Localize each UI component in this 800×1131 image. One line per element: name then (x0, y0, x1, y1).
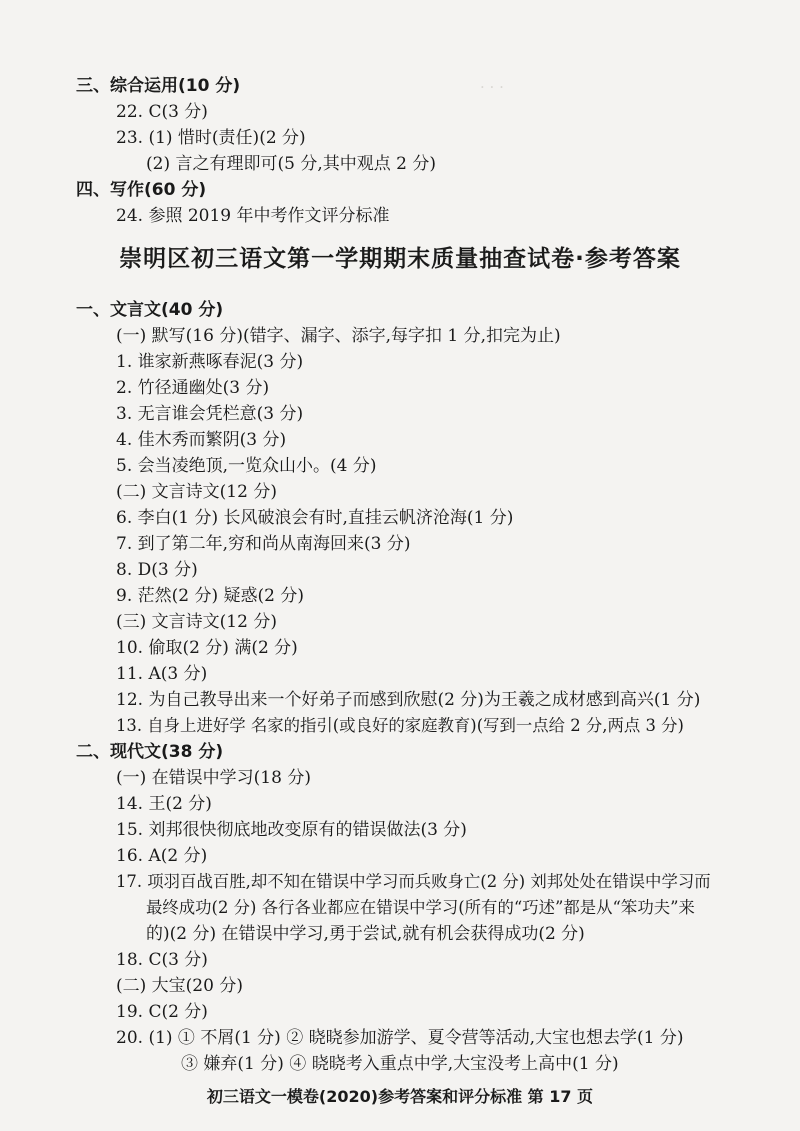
answer-14: 14. 王(2 分) (116, 794, 212, 814)
part-2-heading: (二) 文言诗文(12 分) (116, 482, 277, 502)
answer-17-line-1: 17. 项羽百战百胜,却不知在错误中学习而兵败身亡(2 分) 刘邦处处在错误中学习而 (116, 872, 711, 891)
answer-6: 6. 李白(1 分) 长风破浪会有时,直挂云帆济沧海(1 分) (116, 508, 514, 528)
answer-9: 9. 茫然(2 分) 疑惑(2 分) (116, 586, 304, 606)
part-3-heading: (三) 文言诗文(12 分) (116, 612, 277, 632)
answer-15: 15. 刘邦很快彻底地改变原有的错误做法(3 分) (116, 820, 467, 840)
section-4-heading: 四、写作(60 分) (76, 180, 207, 200)
answer-22: 22. C(3 分) (116, 102, 208, 122)
section-2-heading: 二、现代文(38 分) (76, 742, 224, 762)
answer-23-1: 23. (1) 惜时(责任)(2 分) (116, 128, 306, 148)
answer-11: 11. A(3 分) (116, 664, 208, 684)
answer-2: 2. 竹径通幽处(3 分) (116, 378, 270, 398)
modern-part-1-heading: (一) 在错误中学习(18 分) (116, 768, 311, 788)
answer-20-line-2: ③ 嫌弃(1 分) ④ 晓晓考入重点中学,大宝没考上高中(1 分) (181, 1054, 619, 1074)
answer-5: 5. 会当凌绝顶,一览众山小。(4 分) (116, 456, 377, 476)
section-3-heading: 三、综合运用(10 分) (76, 76, 241, 96)
show-through-text: · · · (480, 78, 504, 96)
part-1-heading: (一) 默写(16 分)(错字、漏字、添字,每字扣 1 分,扣完为止) (116, 326, 561, 346)
answer-13: 13. 自身上进好学 名家的指引(或良好的家庭教育)(写到一点给 2 分,两点 3 分) (116, 716, 684, 735)
document-title: 崇明区初三语文第一学期期末质量抽查试卷·参考答案 (119, 246, 681, 272)
answer-8: 8. D(3 分) (116, 560, 198, 580)
answer-16: 16. A(2 分) (116, 846, 208, 866)
section-1-heading: 一、文言文(40 分) (76, 300, 224, 320)
answer-23-2: (2) 言之有理即可(5 分,其中观点 2 分) (146, 154, 436, 174)
answer-1: 1. 谁家新燕啄春泥(3 分) (116, 352, 304, 372)
modern-part-2-heading: (二) 大宝(20 分) (116, 976, 243, 996)
answer-3: 3. 无言谁会凭栏意(3 分) (116, 404, 304, 424)
answer-17-line-3: 的)(2 分) 在错误中学习,勇于尝试,就有机会获得成功(2 分) (146, 924, 585, 944)
answer-18: 18. C(3 分) (116, 950, 208, 970)
answer-24: 24. 参照 2019 年中考作文评分标准 (116, 206, 390, 226)
page-footer: 初三语文一模卷(2020)参考答案和评分标准 第 17 页 (206, 1087, 594, 1106)
answer-19: 19. C(2 分) (116, 1002, 208, 1022)
answer-4: 4. 佳木秀而繁阴(3 分) (116, 430, 287, 450)
answer-20-line-1: 20. (1) ① 不屑(1 分) ② 晓晓参加游学、夏令营等活动,大宝也想去学(1 分) (116, 1028, 684, 1048)
answer-10: 10. 偷取(2 分) 满(2 分) (116, 638, 298, 658)
answer-17-line-2: 最终成功(2 分) 各行各业都应在错误中学习(所有的“巧述”都是从“笨功夫”来 (146, 898, 695, 917)
answer-7: 7. 到了第二年,穷和尚从南海回来(3 分) (116, 534, 411, 554)
answer-12: 12. 为自己教导出来一个好弟子而感到欣慰(2 分)为王羲之成材感到高兴(1 分) (116, 690, 701, 710)
